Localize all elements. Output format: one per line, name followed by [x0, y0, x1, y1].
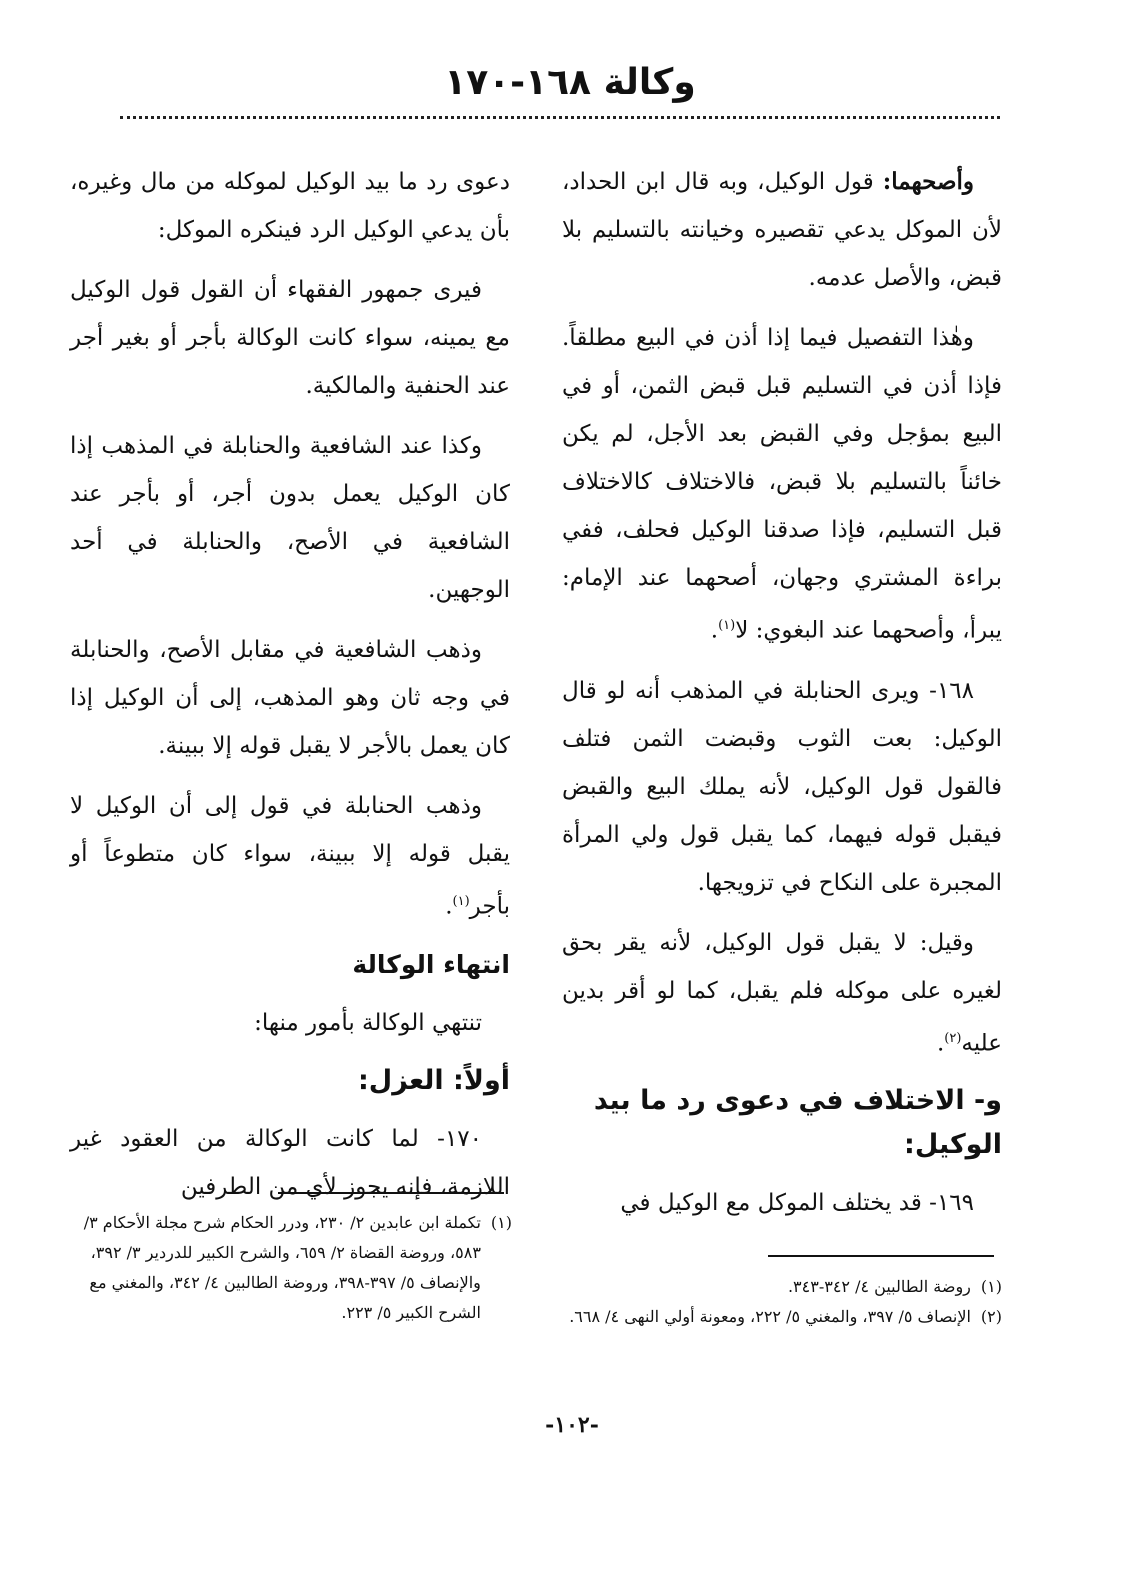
- paragraph: تنتهي الوكالة بأمور منها:: [254, 1009, 482, 1036]
- footnote-number: (١): [980, 1277, 1002, 1296]
- footnotes-left: [72, 1208, 512, 1328]
- paragraph-text: وذهب الحنابلة في قول إلى أن الوكيل لا يقبل قوله إلا ببينة، سواء كان متطوعاً أو بأجر: [70, 793, 510, 920]
- paragraph: فيرى جمهور الفقهاء أن القول قول الوكيل مع يمينه، سواء كانت الوكالة بأجر أو بغير أجر عند الحنفية والمالكية.: [70, 277, 510, 399]
- footnote-rule: [768, 1255, 994, 1257]
- paragraph: وذهب الشافعية في مقابل الأصح، والحنابلة في وجه ثان وهو المذهب، إلى أن الوكيل إذا كان يعمل بالأجر لا يقبل قوله إلا ببينة.: [70, 637, 510, 759]
- paragraph: ١٦٩- قد يختلف الموكل مع الوكيل في: [620, 1190, 974, 1217]
- footnote-ref: (١): [718, 618, 736, 633]
- footnote-number: (٢): [980, 1307, 1002, 1326]
- footnote: [562, 1302, 1002, 1332]
- footnote-number: (١): [490, 1213, 512, 1232]
- paragraph: [70, 782, 510, 931]
- paragraph: [562, 158, 1002, 302]
- footnote-ref: (٢): [944, 1030, 962, 1046]
- paragraph-end: .: [445, 893, 453, 920]
- subsection-heading: أولاً: العزل:: [358, 1064, 510, 1096]
- page-header-title: وكالة ١٦٨-١٧٠: [444, 62, 696, 103]
- right-column: [562, 158, 1002, 1239]
- section-heading: انتهاء الوكالة: [352, 949, 510, 979]
- footnote: [72, 1208, 512, 1328]
- paragraph-end: .: [710, 617, 719, 644]
- footnote-text: روضة الطالبين ٤/ ٣٤٢-٣٤٣.: [787, 1277, 971, 1296]
- footnote-text: الإنصاف ٥/ ٣٩٧، والمغني ٥/ ٢٢٢، ومعونة أولي النهى ٤/ ٦٦٨.: [569, 1307, 971, 1326]
- paragraph-text: وقيل: لا يقبل قول الوكيل، لأنه يقر بحق لغيره على موكله فلم يقبل، كما لو أقر بدين عليه: [562, 929, 1002, 1057]
- footnote-rule: [278, 1192, 504, 1194]
- header-dotted-divider: [120, 116, 1000, 119]
- paragraph: ١٧٠- لما كانت الوكالة من العقود غير اللازمة، فإنه يجوز لأي من الطرفين: [70, 1125, 510, 1200]
- paragraph-end: .: [936, 1030, 945, 1057]
- footnotes-right: [562, 1272, 1002, 1332]
- paragraph-text: وهٰذا التفصيل فيما إذا أذن في البيع مطلقاً. فإذا أذن في التسليم قبل قبض الثمن، أو في البيع بمؤجل وفي القبض بعد الأجل، لم يكن خائناً بالتسليم بلا قبض، فالاختلاف كالاختلاف قبل التسليم، فإذا صدقنا الوكيل فحلف، ففي براءة المشتري وجهان، أصحهما عند الإمام: يبرأ، وأصحهما عند البغوي: لا: [562, 325, 1002, 644]
- footnote-ref: (١): [452, 894, 470, 909]
- page-number: -١٠٢-: [545, 1412, 599, 1438]
- paragraph: [562, 919, 1002, 1068]
- paragraph: [562, 314, 1002, 655]
- paragraph: ١٦٨- ويرى الحنابلة في المذهب أنه لو قال الوكيل: بعت الثوب وقبضت الثمن فتلف فالقول قول الوكيل، لأنه يملك البيع والقبض فيقبل قوله فيهما، كما يقبل قول ولي المرأة المجبرة على النكاح في تزويجها.: [562, 677, 1002, 896]
- section-heading: و- الاختلاف في دعوى رد ما بيد الوكيل:: [593, 1085, 1002, 1161]
- paragraph-text: قول الوكيل، وبه قال ابن الحداد، لأن الموكل يدعي تقصيره وخيانته بالتسليم بلا قبض، والأصل عدمه.: [562, 169, 1002, 291]
- footnote: [562, 1272, 1002, 1302]
- paragraph-lead: وأصحهما:: [882, 168, 974, 195]
- footnote-text: تكملة ابن عابدين ٢/ ٢٣٠، ودرر الحكام شرح مجلة الأحكام ٣/ ٥٨٣، وروضة القضاة ٢/ ٦٥٩، والشرح الكبير للدردير ٣/ ٣٩٢، والإنصاف ٥/ ٣٩٧-٣٩٨، وروضة الطالبين ٤/ ٣٤٢، والمغني مع الشرح الكبير ٥/ ٢٢٣.: [83, 1213, 481, 1322]
- paragraph: دعوى رد ما بيد الوكيل لموكله من مال وغيره، بأن يدعي الوكيل الرد فينكره الموكل:: [70, 169, 510, 243]
- paragraph: وكذا عند الشافعية والحنابلة في المذهب إذا كان الوكيل يعمل بدون أجر، أو بأجر عند الشافعية في الأصح، والحنابلة في أحد الوجهين.: [70, 433, 510, 603]
- left-column: [70, 158, 510, 1223]
